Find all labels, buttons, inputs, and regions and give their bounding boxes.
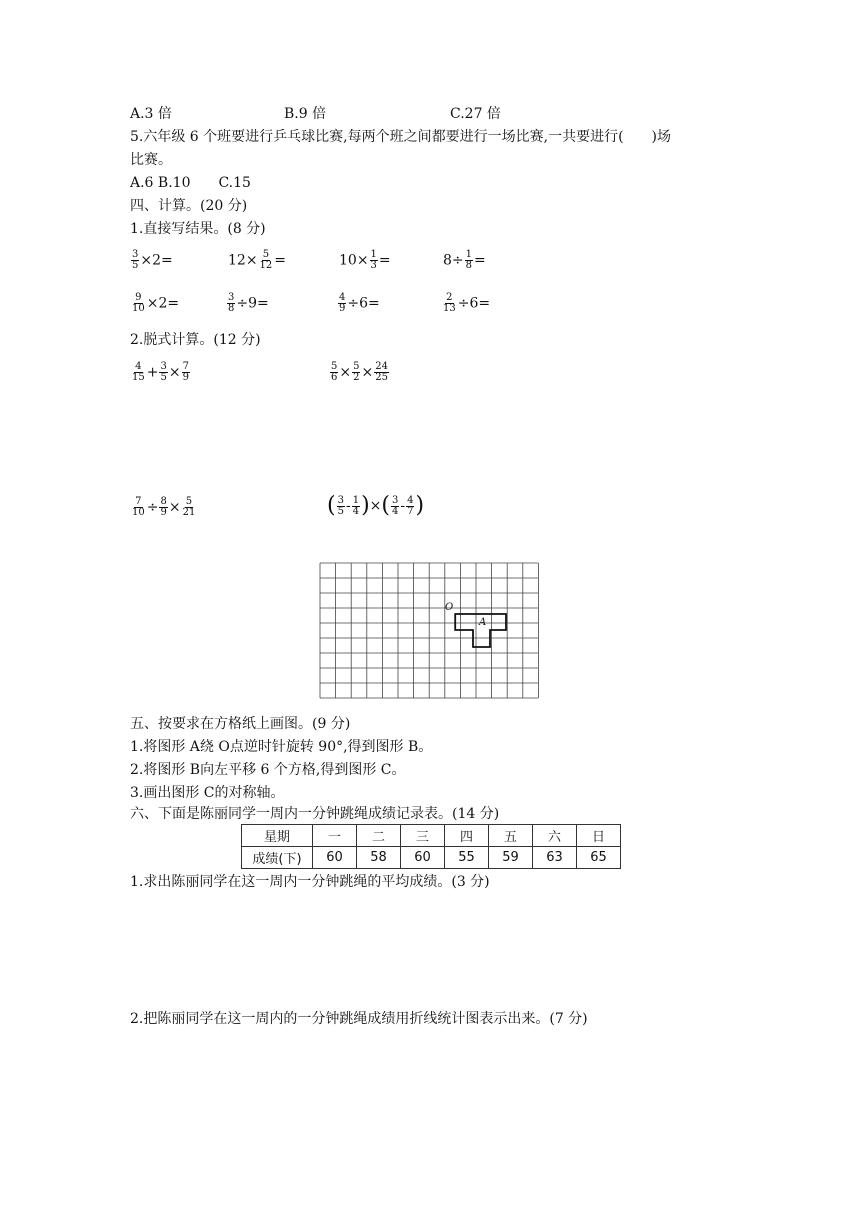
direct-expr-7: $\frac{4}{9}$ ÷6= [339, 292, 380, 314]
section4-sub2: 2.脱式计算。(12 分) [130, 332, 261, 348]
step-expr-4: ( $\frac{3}{5}$ - $\frac{1}{4}$ )×( $\frac{3}{4}$ - $\frac{4}{7}$ ) [327, 493, 425, 518]
direct-expr-5: $\frac{9}{10}$ ×2= [132, 292, 180, 314]
direct-expr-6: $\frac{3}{8}$ ÷9= [228, 292, 269, 314]
table-cell-score: 65 [577, 847, 621, 869]
section5-item1: 1.将图形 A绕 O点逆时针旋转 90°,得到图形 B。 [130, 739, 433, 755]
direct-expr-1: $\frac{3}{5}$ ×2= [132, 249, 173, 271]
table-cell-day: 四 [445, 825, 489, 847]
section4-sub1: 1.直接写结果。(8 分) [130, 221, 266, 237]
section4-title: 四、计算。(20 分) [130, 198, 248, 214]
table-cell-score: 63 [533, 847, 577, 869]
section6-question1: 1.求出陈丽同学在这一周内一分钟跳绳的平均成绩。(3 分) [130, 874, 490, 890]
section5-item2: 2.将图形 B向左平移 6 个方格,得到图形 C。 [130, 762, 406, 778]
table-cell-score: 59 [489, 847, 533, 869]
point-o-label: O [445, 602, 454, 613]
square-grid [318, 561, 542, 702]
section5-item3: 3.画出图形 C的对称轴。 [130, 785, 285, 801]
section6-question2: 2.把陈丽同学在这一周内的一分钟跳绳成绩用折线统计图表示出来。(7 分) [130, 1011, 588, 1027]
q5-line1: 5.六年级 6 个班要进行乒乓球比赛,每两个班之间都要进行一场比赛,一共要进行( )场 [130, 129, 671, 145]
table-cell-day: 五 [489, 825, 533, 847]
q4-option-c: C.27 倍 [450, 106, 501, 122]
table-header-day: 星期 [242, 825, 313, 847]
table-header-score: 成绩(下) [242, 847, 313, 869]
table-row-days [242, 825, 621, 847]
q5-options: A.6 B.10 C.15 [130, 175, 251, 191]
table-cell-score: 60 [401, 847, 445, 869]
table-cell-score: 55 [445, 847, 489, 869]
step-expr-2: $\frac{5}{6}$ × $\frac{5}{2}$ × $\frac{24}{25}$ [331, 361, 388, 383]
table-cell-score: 58 [357, 847, 401, 869]
q4-option-a: A.3 倍 [130, 106, 172, 122]
table-cell-day: 一 [313, 825, 357, 847]
table-cell-day: 六 [533, 825, 577, 847]
direct-expr-2: 12× $\frac{5}{12}$ = [228, 249, 287, 271]
table-cell-day: 日 [577, 825, 621, 847]
shape-a-label: A [479, 617, 487, 628]
direct-expr-4: 8÷ $\frac{1}{8}$ = [443, 249, 486, 271]
table-row-scores [242, 847, 621, 869]
step-expr-1: $\frac{4}{15}$ + $\frac{3}{5}$ × $\frac{7}{9}$ [132, 361, 189, 383]
direct-expr-8: $\frac{2}{13}$ ÷6= [443, 292, 491, 314]
table-cell-day: 二 [357, 825, 401, 847]
section6-title: 六、下面是陈丽同学一周内一分钟跳绳成绩记录表。(14 分) [130, 806, 500, 822]
table-cell-day: 三 [401, 825, 445, 847]
q4-option-b: B.9 倍 [284, 106, 327, 122]
section5-title: 五、按要求在方格纸上画图。(9 分) [130, 716, 351, 732]
q5-line2: 比赛。 [130, 152, 172, 168]
step-expr-3: $\frac{7}{10}$ ÷ $\frac{8}{9}$ × $\frac{5}{21}$ [132, 496, 196, 518]
direct-expr-3: 10× $\frac{1}{3}$ = [339, 249, 391, 271]
jump-rope-table [241, 824, 621, 869]
table-cell-score: 60 [313, 847, 357, 869]
